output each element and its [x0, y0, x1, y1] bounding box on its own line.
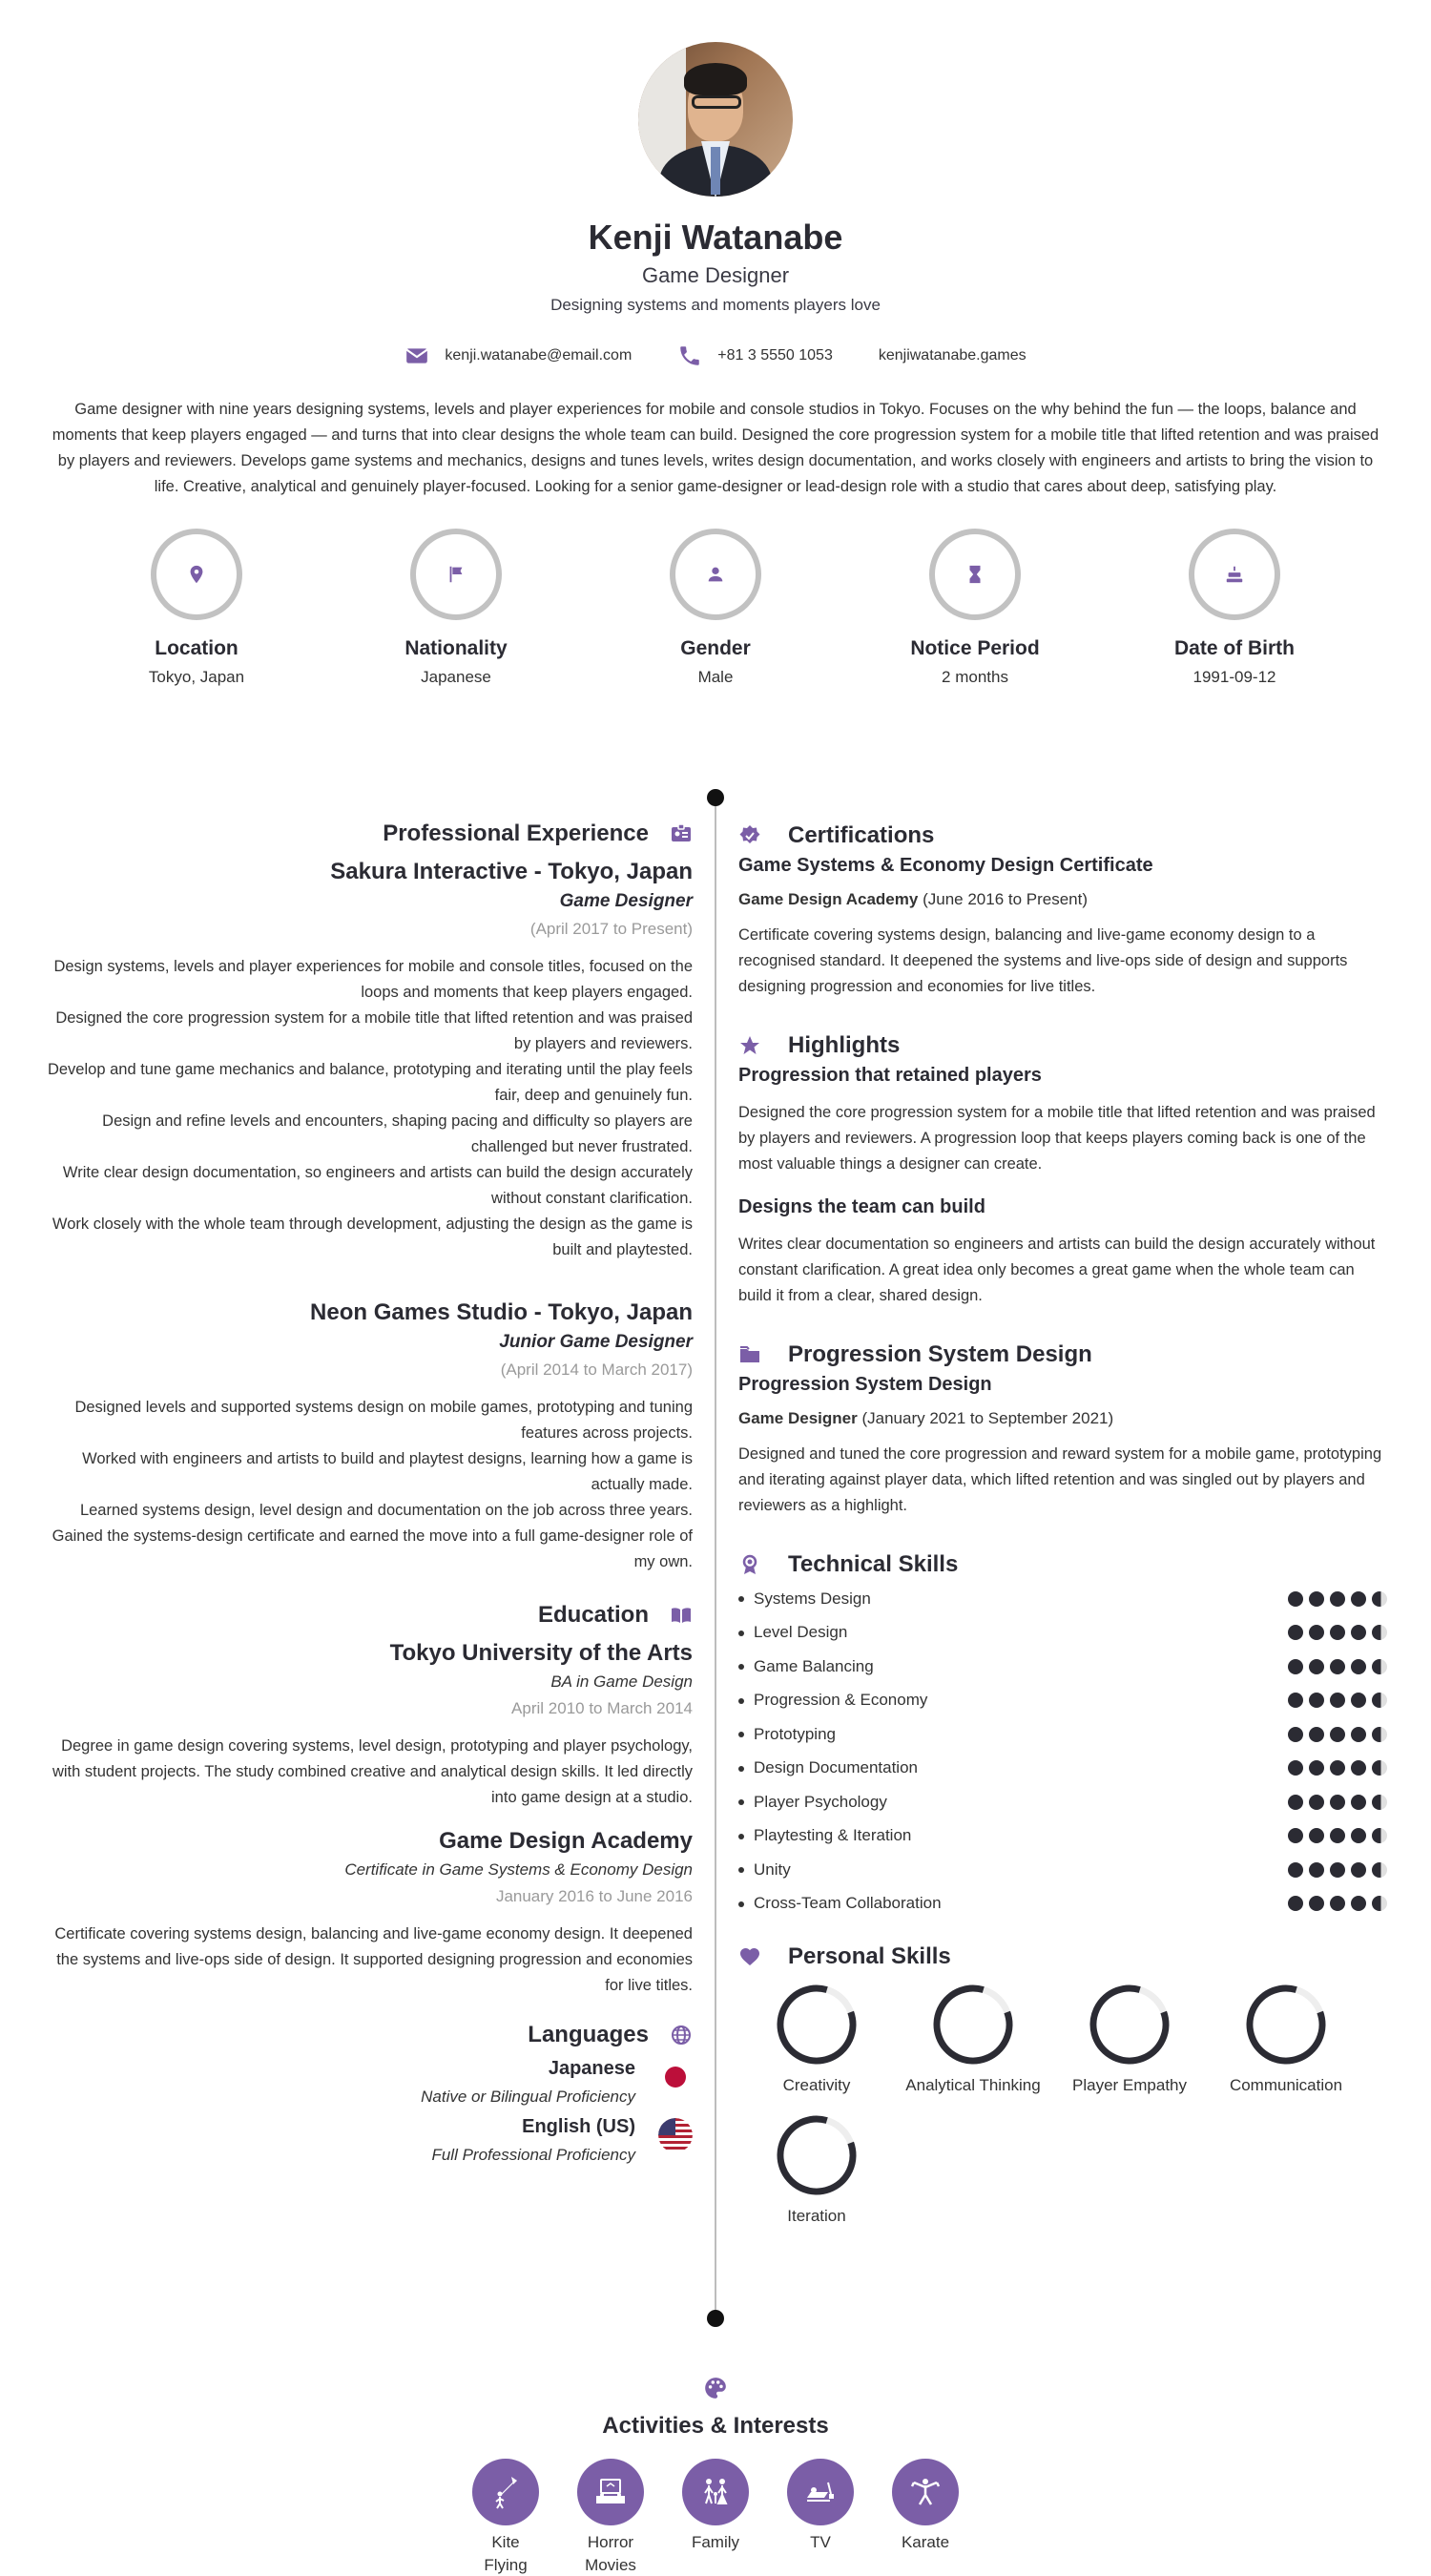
heart-icon [738, 1945, 761, 1968]
timeline-start-dot [707, 789, 724, 806]
technical-skills-heading [738, 1551, 1387, 1578]
rating-dot [1330, 1693, 1345, 1708]
technical-skill-name: Playtesting & Iteration [738, 1826, 911, 1845]
rating-dot [1309, 1591, 1324, 1607]
rating-dot [1288, 1727, 1303, 1742]
rating-dot [1372, 1862, 1387, 1878]
highlight-description: Writes clear documentation so engineers and artists can build the design accurately without constant clarification. A great idea only becomes a great game when the whole team can build it from a clear, shared design. [738, 1236, 1376, 1304]
kite-icon [487, 2473, 525, 2511]
job-bullet: Write clear design documentation, so engineers and artists can build the design accurately without constant clarification. [62, 1164, 693, 1207]
candidate-name: Kenji Watanabe [588, 218, 843, 257]
project-description: Designed and tuned the core progression and reward system for a mobile game, prototyping and iterating against player data, which lifted retention and was singled out by players and reviewers as a highlight. [738, 1445, 1382, 1514]
job-company: Neon Games Studio - Tokyo, Japan [310, 1299, 693, 1325]
skill-rating-dots [1288, 1591, 1387, 1607]
personal-skill-name: Communication [1229, 2076, 1343, 2094]
personal-skill-item [895, 1984, 1051, 2095]
technical-skill-name: Level Design [738, 1623, 847, 1642]
family-icon [696, 2473, 735, 2511]
job-bullet: Designed the core progression system for a mobile title that lifted retention and was praised by players and reviewers. [55, 1009, 693, 1052]
section-title: Highlights [788, 1032, 901, 1058]
rating-dot [1351, 1625, 1366, 1640]
activity-item [891, 2459, 960, 2576]
technical-skill-row [738, 1887, 1387, 1922]
job-bullets [38, 954, 693, 1263]
flag-icon [446, 564, 467, 585]
rating-dot [1330, 1862, 1345, 1878]
job-company: Sakura Interactive - Tokyo, Japan [330, 859, 693, 884]
activities-title: Activities & Interests [602, 2413, 829, 2439]
rating-dot [1330, 1828, 1345, 1843]
candidate-title: Game Designer [641, 263, 790, 287]
fact-value: Japanese [421, 668, 491, 686]
fact-value: 2 months [942, 668, 1008, 686]
section-title: Certifications [788, 822, 935, 848]
rating-dot [1330, 1727, 1345, 1742]
education-description: Certificate covering systems design, balancing and live-game economy design. It deepened the systems and live-ops side of design. It supported designing progression and economies for live titles. [54, 1925, 693, 1994]
highlight-title: Designs the team can build [738, 1196, 985, 1217]
fact-notice-period [880, 529, 1070, 687]
technical-skill-row [738, 1853, 1387, 1887]
rating-dot [1330, 1896, 1345, 1911]
award-ribbon-icon [738, 1553, 761, 1576]
personal-skill-item [738, 1984, 895, 2095]
palette-icon [703, 2376, 728, 2400]
technical-skill-name: Systems Design [738, 1589, 871, 1609]
education-heading [38, 1602, 693, 1629]
personal-facts [101, 529, 1330, 687]
fact-value: 1991-09-12 [1192, 668, 1276, 686]
phone-icon [677, 343, 702, 368]
verified-badge-icon [738, 824, 761, 847]
tv-icon [801, 2473, 840, 2511]
language-level: Full Professional Proficiency [431, 2146, 635, 2164]
cake-icon [1224, 564, 1245, 585]
rating-dot [1330, 1795, 1345, 1810]
education-entry [38, 1828, 693, 1999]
rating-dot [1288, 1795, 1303, 1810]
star-icon [738, 1034, 761, 1057]
rating-dot [1288, 1896, 1303, 1911]
ring-fill [1089, 1984, 1171, 2066]
certification-issuer: Game Design Academy [738, 890, 919, 908]
experience-heading [38, 821, 693, 847]
activity-item [576, 2459, 645, 2576]
movie-icon [591, 2473, 630, 2511]
folder-icon [738, 1343, 761, 1366]
skill-rating-dots [1288, 1727, 1387, 1742]
rating-dot [1309, 1795, 1324, 1810]
person-icon [705, 564, 726, 585]
education-school: Tokyo University of the Arts [389, 1640, 693, 1666]
activity-label: Kite Flying [484, 2533, 528, 2574]
us-flag-icon [658, 2118, 693, 2152]
job-entry [38, 1299, 693, 1575]
rating-dot [1309, 1727, 1324, 1742]
rating-dot [1351, 1896, 1366, 1911]
project-role-line [738, 1409, 1387, 1428]
section-title: Progression System Design [788, 1341, 1092, 1367]
rating-dot [1372, 1693, 1387, 1708]
timeline-line [715, 798, 716, 2318]
language-name: English (US) [522, 2116, 635, 2137]
project-subtitle: Progression System Design [738, 1374, 992, 1395]
technical-skill-name: Unity [738, 1860, 791, 1880]
technical-skill-row [738, 1684, 1387, 1718]
technical-skill-name: Prototyping [738, 1725, 836, 1744]
job-bullet: Work closely with the whole team through development, adjusting the design as the game is built and playtested. [52, 1215, 693, 1258]
technical-skill-row [738, 1582, 1387, 1616]
technical-skill-row [738, 1752, 1387, 1786]
activity-item [786, 2459, 855, 2576]
resume-header [0, 0, 1431, 368]
technical-skill-row [738, 1717, 1387, 1752]
candidate-tagline: Designing systems and moments players love [550, 296, 881, 314]
rating-dot [1351, 1659, 1366, 1674]
skill-rating-dots [1288, 1862, 1387, 1878]
technical-skill-name: Player Psychology [738, 1793, 887, 1812]
job-role: Game Designer [559, 891, 693, 911]
karate-icon [906, 2473, 944, 2511]
education-description: Degree in game design covering systems, level design, prototyping and player psychology, with student projects. The study combined creative and analytical design skills. It led directly into game design at a studio. [52, 1737, 693, 1806]
profile-photo [638, 42, 793, 197]
fact-gender [620, 529, 811, 687]
activities-section [0, 2376, 1431, 2576]
personal-skill-item [1051, 1984, 1208, 2095]
highlight-title: Progression that retained players [738, 1065, 1042, 1086]
education-school: Game Design Academy [439, 1828, 693, 1854]
rating-dot [1351, 1862, 1366, 1878]
activity-label: Family [691, 2533, 740, 2551]
rating-dot [1288, 1659, 1303, 1674]
website-text[interactable]: kenjiwatanabe.games [878, 347, 1027, 364]
job-dates: (April 2014 to March 2017) [500, 1361, 693, 1379]
personal-skill-name: Iteration [787, 2207, 846, 2225]
id-badge-icon [670, 822, 693, 845]
language-item [38, 2058, 693, 2107]
certification-description: Certificate covering systems design, balancing and live-game economy design to a recognised standard. It deepened the systems and live-ops side of design and supports designing progression and economies for live titles. [738, 926, 1348, 995]
fact-label: Date of Birth [1174, 637, 1295, 659]
project-heading [738, 1341, 1387, 1368]
personal-skills-heading [738, 1943, 1387, 1970]
technical-skills-list [738, 1582, 1387, 1921]
certification-issuer-line [738, 890, 1387, 909]
rating-dot [1288, 1760, 1303, 1776]
fact-date-of-birth [1139, 529, 1330, 687]
job-bullet: Develop and tune game mechanics and balance, prototyping and iterating until the play feels fair, deep and genuinely fun. [47, 1061, 693, 1104]
section-title: Personal Skills [788, 1943, 951, 1969]
personal-skill-name: Player Empathy [1072, 2076, 1187, 2094]
activity-label: TV [810, 2533, 831, 2551]
personal-skill-item [1208, 1984, 1364, 2095]
education-degree: Certificate in Game Systems & Economy Design [344, 1860, 693, 1879]
contact-bar [0, 343, 1431, 368]
contact-email[interactable] [404, 343, 632, 368]
job-role: Junior Game Designer [499, 1332, 693, 1352]
job-bullet: Design systems, levels and player experiences for mobile and console titles, focused on the loops and moments that keep players engaged. [53, 958, 693, 1001]
rating-dot [1309, 1828, 1324, 1843]
rating-dot [1372, 1828, 1387, 1843]
activity-label: Karate [901, 2533, 950, 2551]
personal-skill-name: Analytical Thinking [905, 2076, 1041, 2094]
skill-rating-dots [1288, 1625, 1387, 1640]
rating-dot [1309, 1659, 1324, 1674]
globe-icon [670, 2024, 693, 2046]
fact-location [101, 529, 292, 687]
fact-label: Gender [680, 637, 751, 659]
project-dates: (January 2021 to September 2021) [861, 1409, 1114, 1427]
technical-skill-row [738, 1819, 1387, 1854]
rating-dot [1351, 1795, 1366, 1810]
languages-heading [38, 2022, 693, 2048]
technical-skill-row [738, 1785, 1387, 1819]
fact-nationality [361, 529, 551, 687]
activity-item [681, 2459, 750, 2576]
fact-value: Tokyo, Japan [148, 668, 245, 686]
ring-fill [932, 1984, 1014, 2066]
right-column [738, 822, 1387, 2245]
skill-rating-dots [1288, 1693, 1387, 1708]
personal-skills-grid [738, 1984, 1387, 2245]
section-title: Technical Skills [788, 1551, 959, 1577]
skill-rating-dots [1288, 1659, 1387, 1674]
personal-skill-item [738, 2114, 895, 2226]
rating-dot [1309, 1625, 1324, 1640]
job-entry [38, 859, 693, 1263]
skill-rating-dots [1288, 1795, 1387, 1810]
rating-dot [1351, 1727, 1366, 1742]
rating-dot [1351, 1693, 1366, 1708]
education-dates: April 2010 to March 2014 [511, 1699, 693, 1717]
education-dates: January 2016 to June 2016 [495, 1887, 693, 1905]
rating-dot [1372, 1727, 1387, 1742]
skill-ring-gauge [1245, 1984, 1327, 2066]
fact-label: Location [155, 637, 238, 659]
rating-dot [1372, 1659, 1387, 1674]
rating-dot [1351, 1760, 1366, 1776]
ring-fill [776, 2114, 858, 2196]
rating-dot [1288, 1625, 1303, 1640]
job-bullets [38, 1395, 693, 1575]
rating-dot [1330, 1625, 1345, 1640]
rating-dot [1372, 1625, 1387, 1640]
open-book-icon [670, 1604, 693, 1627]
activity-label: Horror Movies [585, 2533, 636, 2574]
rating-dot [1372, 1591, 1387, 1607]
fact-value: Male [697, 668, 734, 686]
fact-label: Notice Period [910, 637, 1040, 659]
japan-flag-icon [658, 2060, 693, 2094]
language-item [38, 2116, 693, 2165]
highlight-description: Designed the core progression system for a mobile title that lifted retention and was praised by players and reviewers. A progression loop that keeps players coming back is one of the most valuable things a designer can create. [738, 1104, 1376, 1173]
education-degree: BA in Game Design [550, 1672, 693, 1691]
certification-dates: (June 2016 to Present) [923, 890, 1089, 908]
rating-dot [1330, 1591, 1345, 1607]
personal-skill-name: Creativity [782, 2076, 851, 2094]
skill-ring-gauge [1089, 1984, 1171, 2066]
rating-dot [1309, 1896, 1324, 1911]
ring-fill [1245, 1984, 1327, 2066]
email-icon [404, 343, 429, 368]
rating-dot [1372, 1795, 1387, 1810]
skill-rating-dots [1288, 1760, 1387, 1776]
rating-dot [1288, 1828, 1303, 1843]
activity-item [471, 2459, 540, 2576]
rating-dot [1309, 1760, 1324, 1776]
email-text[interactable]: kenji.watanabe@email.com [445, 347, 633, 364]
rating-dot [1309, 1693, 1324, 1708]
skill-rating-dots [1288, 1896, 1387, 1911]
highlights-heading [738, 1032, 1387, 1059]
activities-list [0, 2459, 1431, 2576]
ring-fill [776, 1984, 858, 2066]
phone-text[interactable]: +81 3 5550 1053 [717, 347, 833, 364]
job-dates: (April 2017 to Present) [529, 920, 693, 938]
skill-ring-gauge [776, 1984, 858, 2066]
technical-skill-name: Design Documentation [738, 1758, 918, 1777]
contact-website[interactable] [879, 347, 1027, 364]
hourglass-icon [964, 564, 985, 585]
section-title: Professional Experience [383, 821, 649, 846]
job-bullet: Designed levels and supported systems design on mobile games, prototyping and tuning features across projects. [74, 1399, 693, 1442]
location-pin-icon [186, 564, 207, 585]
rating-dot [1351, 1591, 1366, 1607]
technical-skill-row [738, 1616, 1387, 1651]
contact-phone[interactable] [677, 343, 833, 368]
skill-rating-dots [1288, 1828, 1387, 1843]
technical-skill-name: Game Balancing [738, 1657, 874, 1676]
rating-dot [1351, 1828, 1366, 1843]
job-bullet: Learned systems design, level design and documentation on the job across three years. [79, 1502, 693, 1519]
job-bullet: Design and refine levels and encounters, shaping pacing and difficulty so players are challenged but never frustrated. [102, 1112, 693, 1155]
job-bullet: Worked with engineers and artists to build and playtest designs, learning how a game is actually made. [82, 1450, 693, 1493]
rating-dot [1372, 1896, 1387, 1911]
fact-label: Nationality [404, 637, 508, 659]
left-column [38, 821, 693, 2165]
language-level: Native or Bilingual Proficiency [421, 2088, 635, 2106]
rating-dot [1288, 1862, 1303, 1878]
rating-dot [1330, 1659, 1345, 1674]
certification-name: Game Systems & Economy Design Certificate [738, 855, 1153, 876]
project-role: Game Designer [738, 1409, 858, 1427]
job-bullet: Gained the systems-design certificate and earned the move into a full game-designer role of my own. [52, 1527, 693, 1570]
section-title: Education [537, 1602, 649, 1628]
rating-dot [1288, 1591, 1303, 1607]
rating-dot [1330, 1760, 1345, 1776]
profile-summary: Game designer with nine years designing systems, levels and player experiences for mobile and console studios in Tokyo. Focuses on the why behind the fun — the loops, balance and moments that keep players engaged — and turns that into clear designs the whole team can build. Designed the core progression system for a mobile title that lifted retention and was praised by players and reviewers. Develops game systems and mechanics, designs and tunes levels, writes design documentation, and works closely with engineers and artists to bring the vision to life. Creative, analytical and genuinely player-focused. Looking for a senior game-designer or lead-design role with a studio that cares about deep, satisfying play. [52, 401, 1379, 495]
skill-ring-gauge [932, 1984, 1014, 2066]
rating-dot [1288, 1693, 1303, 1708]
technical-skill-name: Progression & Economy [738, 1691, 927, 1710]
education-entry [38, 1640, 693, 1811]
section-title: Languages [528, 2022, 649, 2047]
rating-dot [1372, 1760, 1387, 1776]
technical-skill-row [738, 1650, 1387, 1684]
rating-dot [1309, 1862, 1324, 1878]
technical-skill-name: Cross-Team Collaboration [738, 1894, 942, 1913]
skill-ring-gauge [776, 2114, 858, 2196]
certifications-heading [738, 822, 1387, 849]
timeline-end-dot [707, 2310, 724, 2327]
language-name: Japanese [548, 2058, 635, 2079]
